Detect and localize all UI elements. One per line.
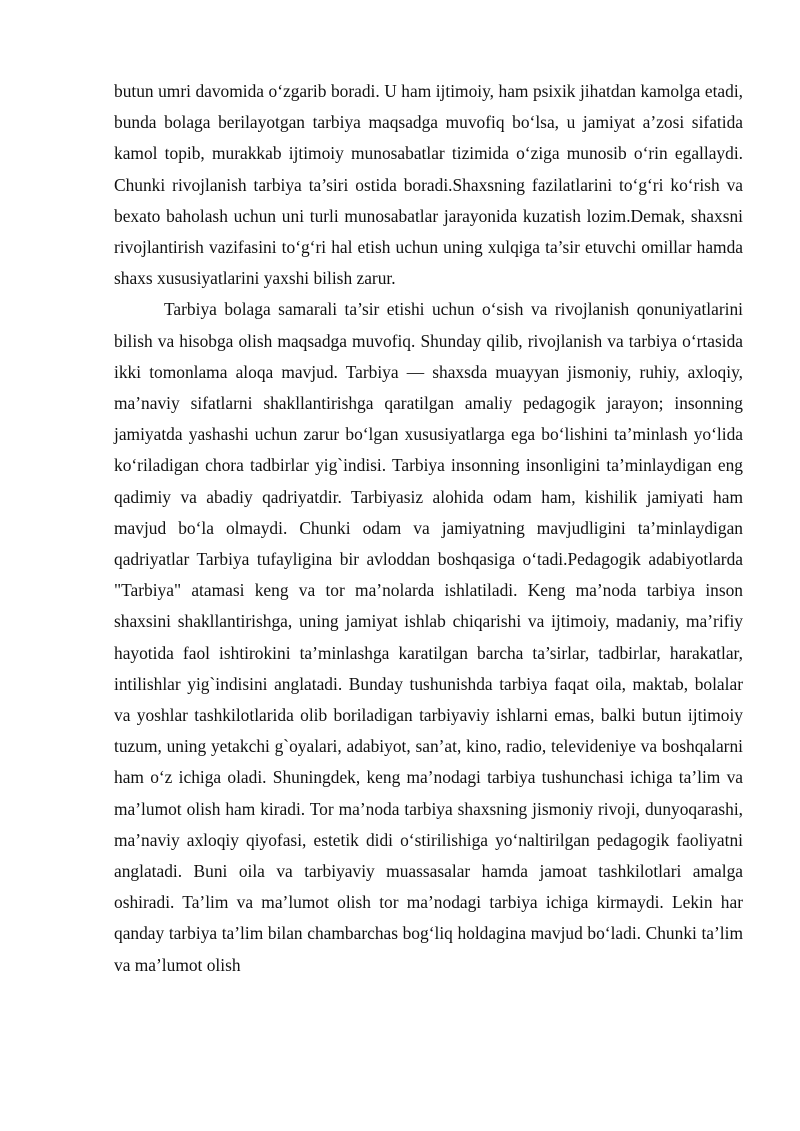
paragraph-tarbiya: Tarbiya bolaga samarali ta’sir etishi uchun o‘sish va rivojlanish qonuniyatlarini bilish va hisobga olish maqsadga muvofiq. Shunday qilib, rivojlanish va tarbiya o‘rtasida ikki tomonlama aloqa mavjud. Tarbiya — shaxsda muayyan jismoniy, ruhiy, axloqiy, ma’naviy sifatlarni shakllantirishga qaratilgan amaliy pedagogik jarayon; insonning jamiyatda yashashi uchun zarur bo‘lgan xususiyatlarga ega bo‘lishini ta’minlash yo‘lida ko‘riladigan chora tadbirlar yig`indisi. Tarbiya insonning insonligini ta’minlaydigan eng qadimiy va abadiy qadriyatdir. Tarbiyasiz alohida odam ham, kishilik jamiyati ham mavjud bo‘la olmaydi. Chunki odam va jamiyatning mavjudligini ta’minlaydigan qadriyatlar Tarbiya tufayligina bir avloddan boshqasiga o‘tadi.Pedagogik adabiyotlarda "Tarbiya" atamasi keng va tor ma’nolarda ishlatiladi. Keng ma’noda tarbiya inson shaxsini shakllantirishga, uning jamiyat ishlab chiqarishi va ijtimoiy, madaniy, ma’rifiy hayotida faol ishtirokini ta’minlashga karatilgan barcha ta’sirlar, tadbirlar, harakatlar, intilishlar yig`indisini anglatadi. Bunday tushunishda tarbiya faqat oila, maktab, bolalar va yoshlar tashkilotlarida olib boriladigan tarbiyaviy ishlarni emas, balki butun ijtimoiy tuzum, uning yetakchi g`oyalari, adabiyot, san’at, kino, radio, televideniye va boshqalarni ham o‘z ichiga oladi. Shuningdek, keng ma’nodagi tarbiya tushunchasi ichiga ta’lim va ma’lumot olish ham kiradi. Tor ma’noda tarbiya shaxsning jismoniy rivoji, dunyoqarashi, ma’naviy axloqiy qiyofasi, estetik didi o‘stirilishiga yo‘naltirilgan pedagogik faoliyatni anglatadi. Buni oila va tarbiyaviy muassasalar hamda jamoat tashkilotlari amalga oshiradi. Ta’lim va ma’lumot olish tor ma’nodagi tarbiya ichiga kirmaydi. Lekin har qanday tarbiya ta’lim bilan chambarchas bog‘liq holdagina mavjud bo‘ladi. Chunki ta’lim va ma’lumot olish bbox=[114, 299, 743, 975]
document-page bbox=[114, 76, 743, 981]
paragraph-continuation: butun umri davomida o‘zgarib boradi. U ham ijtimoiy, ham psixik jihatdan kamolga etadi, bunda bolaga berilayotgan tarbiya maqsadga muvofiq bo‘lsa, u jamiyat a’zosi sifatida kamol topib, murakkab ijtimoiy munosabatlar tizimida o‘ziga munosib o‘rin egallaydi. Chunki rivojlanish tarbiya ta’siri ostida boradi.Shaxsning fazilatlarini to‘g‘ri ko‘rish va bexato baholash uchun uni turli munosabatlar jarayonida kuzatish lozim.Demak, shaxsni rivojlantirish vazifasini to‘g‘ri hal etish uchun uning xulqiga ta’sir etuvchi omillar hamda shaxs xususiyatlarini yaxshi bilish zarur. bbox=[114, 81, 743, 289]
